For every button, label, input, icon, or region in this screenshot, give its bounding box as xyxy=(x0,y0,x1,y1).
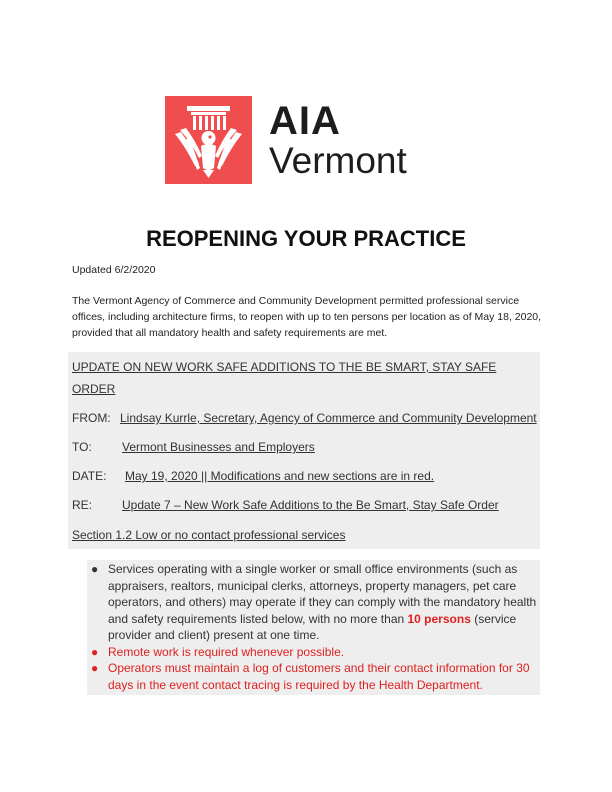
page-title: REOPENING YOUR PRACTICE xyxy=(146,226,466,251)
date-label: DATE: xyxy=(72,469,107,483)
to-value: Vermont Businesses and Employers xyxy=(122,440,315,454)
logo-vermont-text: Vermont xyxy=(269,140,407,181)
order-re-line[interactable] xyxy=(72,498,499,512)
item3-text: Operators must maintain a log of customers and their contact information for 30 days in the event contact tracing is required by the Health Department. xyxy=(108,661,530,692)
order-heading-line1[interactable]: UPDATE ON NEW WORK SAFE ADDITIONS TO THE BE SMART, STAY SAFE xyxy=(72,360,497,374)
updated-date: Updated 6/2/2020 xyxy=(72,264,156,276)
item1-text: Services operating with a single worker or small office environments (such as appraisers, realtors, municipal clerks, attorneys, property managers, pet care operators, and others) may operate if they can comply with the mandatory health and safety requirements listed below, with no more than xyxy=(108,562,537,626)
bullet-icon: ● xyxy=(91,562,99,576)
eagle-column-icon xyxy=(165,96,252,184)
list-item xyxy=(87,644,537,661)
bullet-icon: ● xyxy=(91,661,99,675)
item1-text-end: (service provider and client) present at one time. xyxy=(108,611,517,642)
item1-highlight: 10 persons xyxy=(407,611,471,626)
logo-wordmark xyxy=(269,101,407,179)
logo-aia-text: AIA xyxy=(269,99,341,143)
list-item xyxy=(87,561,537,644)
re-value: Update 7 – New Work Safe Additions to the Be Smart, Stay Safe Order xyxy=(122,498,499,512)
order-to-line[interactable] xyxy=(72,440,315,454)
from-label: FROM: xyxy=(72,411,111,425)
section-heading[interactable]: Section 1.2 Low or no contact professional services xyxy=(72,528,346,542)
from-value: Lindsay Kurrle, Secretary, Agency of Commerce and Community Development xyxy=(120,411,537,425)
bullet-icon: ● xyxy=(91,644,99,659)
requirements-list xyxy=(87,561,537,693)
item2-text: Remote work is required whenever possible. xyxy=(108,644,345,659)
to-label: TO: xyxy=(72,440,92,454)
order-date-line[interactable] xyxy=(72,469,434,483)
re-label: RE: xyxy=(72,498,93,512)
order-from-line[interactable] xyxy=(72,411,537,425)
list-item xyxy=(87,660,537,693)
date-value: May 19, 2020 || Modifications and new sections are in red. xyxy=(125,469,435,483)
intro-paragraph: The Vermont Agency of Commerce and Community Development permitted professional service offices, including architecture firms, to reopen with up to ten persons per location as of May 18, 2020, provided that all mandatory health and safety requirements are met. xyxy=(72,295,542,339)
aia-vermont-logo xyxy=(165,96,407,184)
order-heading-line2[interactable]: ORDER xyxy=(72,382,116,396)
